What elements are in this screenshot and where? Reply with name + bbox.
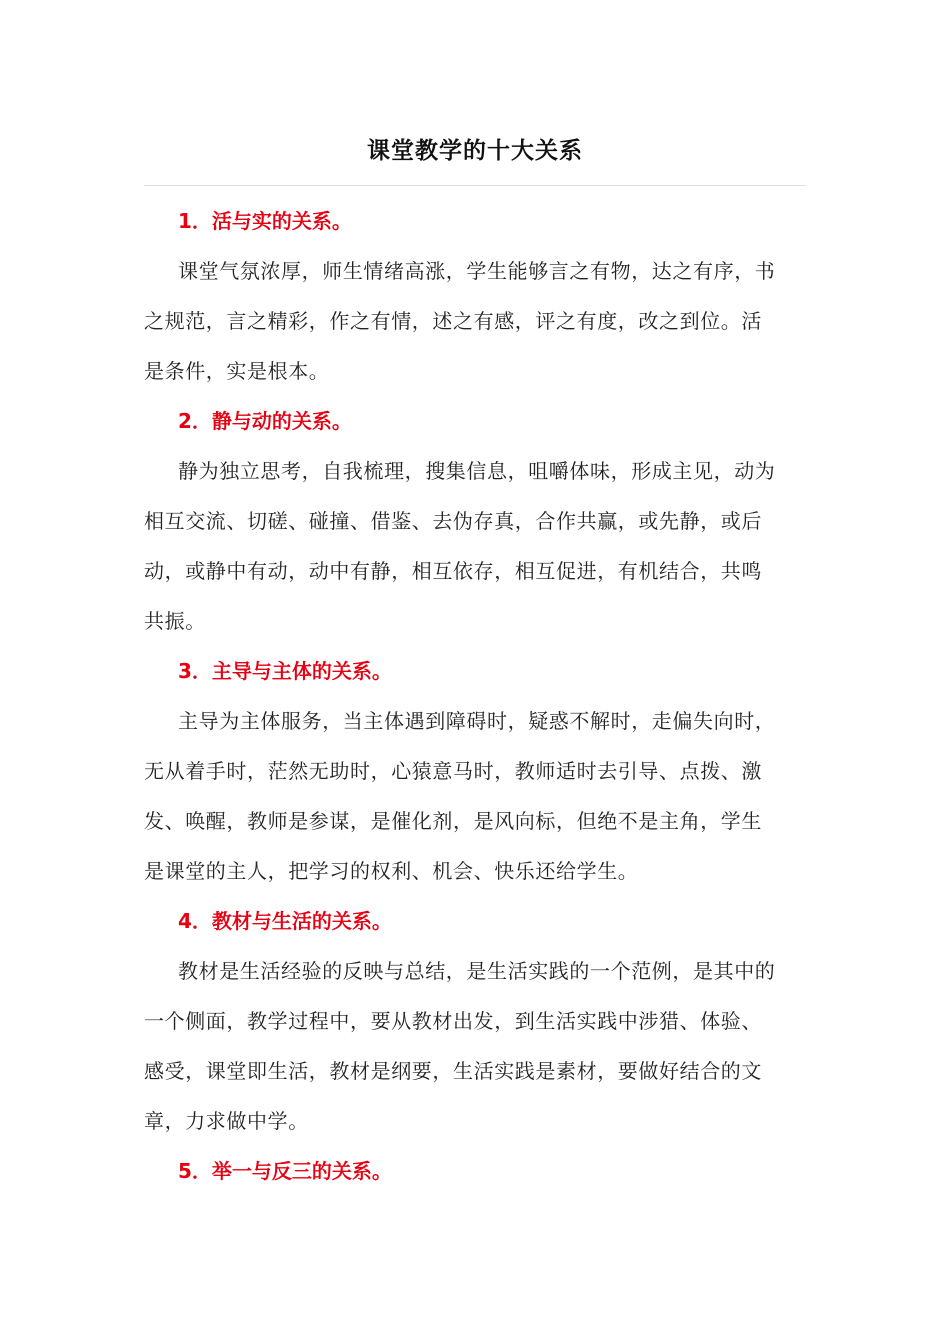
- section-paragraph-1: [144, 246, 806, 396]
- paragraph-line: 发、唤醒，教师是参谋，是催化剂，是风向标，但绝不是主角，学生: [144, 809, 762, 833]
- paragraph-line: 静为独立思考，自我梳理，搜集信息，咀嚼体味，形成主见，动为: [178, 459, 776, 483]
- document-title: 课堂教学的十大关系: [367, 137, 583, 164]
- title-divider: [144, 185, 806, 186]
- section-heading-5: 5．举一与反三的关系。: [178, 1159, 392, 1183]
- paragraph-line: 章，力求做中学。: [144, 1109, 309, 1133]
- paragraph-line: 之规范，言之精彩，作之有情，述之有感，评之有度，改之到位。活: [144, 309, 762, 333]
- paragraph-line: 无从着手时，茫然无助时，心猿意马时，教师适时去引导、点拨、激: [144, 759, 762, 783]
- section-heading-3: 3．主导与主体的关系。: [178, 659, 392, 683]
- paragraph-line: 一个侧面，教学过程中，要从教材出发，到生活实践中涉猎、体验、: [144, 1009, 762, 1033]
- section-heading-1: 1．活与实的关系。: [178, 209, 352, 233]
- paragraph-line: 感受，课堂即生活，教材是纲要，生活实践是素材，要做好结合的文: [144, 1059, 762, 1083]
- section-paragraph-2: [144, 446, 806, 646]
- paragraph-line: 主导为主体服务，当主体遇到障碍时，疑惑不解时，走偏失向时，: [178, 709, 776, 733]
- paragraph-line: 教材是生活经验的反映与总结，是生活实践的一个范例，是其中的: [178, 959, 776, 983]
- section-paragraph-3: [144, 696, 806, 896]
- paragraph-line: 是课堂的主人，把学习的权利、机会、快乐还给学生。: [144, 859, 639, 883]
- paragraph-line: 是条件，实是根本。: [144, 359, 330, 383]
- paragraph-line: 共振。: [144, 609, 206, 633]
- paragraph-line: 课堂气氛浓厚，师生情绪高涨，学生能够言之有物，达之有序，书: [178, 259, 776, 283]
- paragraph-line: 动，或静中有动，动中有静，相互依存，相互促进，有机结合，共鸣: [144, 559, 762, 583]
- paragraph-line: 相互交流、切磋、碰撞、借鉴、去伪存真，合作共赢，或先静，或后: [144, 509, 762, 533]
- document-body: [144, 196, 806, 1196]
- section-heading-4: 4．教材与生活的关系。: [178, 909, 392, 933]
- section-paragraph-4: [144, 946, 806, 1146]
- section-heading-2: 2．静与动的关系。: [178, 409, 352, 433]
